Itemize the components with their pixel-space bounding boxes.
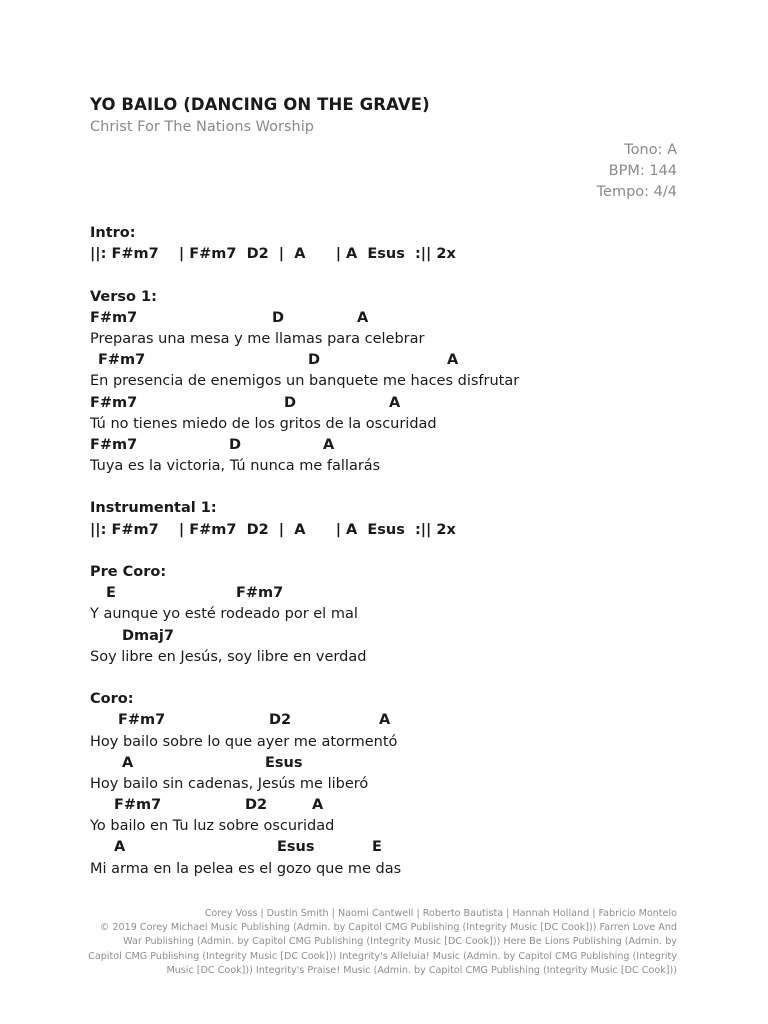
chord: D2 xyxy=(269,712,292,729)
chord: D xyxy=(229,436,242,453)
chord-line xyxy=(90,583,690,604)
chord-line xyxy=(90,710,690,731)
chord-line xyxy=(90,308,690,329)
chord: E xyxy=(106,585,116,602)
lyric-line: Hoy bailo sin cadenas, Jesús me liberó xyxy=(90,775,369,792)
intro-progression: ||: F#m7 | F#m7 D2 | A | A Esus :|| 2x xyxy=(90,246,456,263)
section-label-intro: Intro: xyxy=(90,225,136,241)
chord: Esus xyxy=(265,754,303,771)
song-credits xyxy=(87,907,677,978)
lyric-line: Mi arma en la pelea es el gozo que me das xyxy=(90,860,402,877)
song-bpm: BPM: 144 xyxy=(608,163,677,179)
chord: F#m7 xyxy=(98,352,146,369)
chord-line xyxy=(90,435,690,456)
section-gap xyxy=(90,265,690,286)
lyric-line: Tuya es la victoria, Tú nunca me fallarás xyxy=(90,458,381,475)
section-label-verse1: Verso 1: xyxy=(90,288,157,305)
chord: D xyxy=(284,394,297,411)
chord: A xyxy=(389,394,401,411)
chord-line xyxy=(90,626,690,647)
chord: D2 xyxy=(245,797,268,814)
chord: F#m7 xyxy=(114,797,162,814)
song-title: YO BAILO (DANCING ON THE GRAVE) xyxy=(90,95,430,114)
section-label-instrumental1: Instrumental 1: xyxy=(90,500,217,517)
chord-line xyxy=(90,795,690,816)
chord: F#m7 xyxy=(236,585,284,602)
instrumental1-progression: ||: F#m7 | F#m7 D2 | A | A Esus :|| 2x xyxy=(90,521,456,538)
chord-line xyxy=(90,837,690,858)
lyric-line: Y aunque yo esté rodeado por el mal xyxy=(90,606,358,623)
copyright-notice: © 2019 Corey Michael Music Publishing (Admin. by Capitol CMG Publishing (Integrity Music [DC Cook])) Farren Love And War Publishing (Admin. by Capitol CMG Publishing (Integrity Music [DC Cook])) Here Be Lions Publishing (Admin. by Capitol CMG Publishing (Integrity Music [DC Cook])) Integrity's Alleluia! Music (Admin. by Capitol CMG Publishing (Integrity Music [DC Cook])) Integrity's Praise! Music (Admin. by Capitol CMG Publishing (Integrity Music [DC Cook])) xyxy=(88,922,677,976)
chord: A xyxy=(312,797,324,814)
section-gap xyxy=(90,668,690,689)
chord: A xyxy=(379,712,391,729)
song-sheet xyxy=(90,223,690,880)
chord: F#m7 xyxy=(118,712,166,729)
section-label-precoro: Pre Coro: xyxy=(90,564,167,580)
lyric-line: Tú no tienes miedo de los gritos de la oscuridad xyxy=(90,415,437,432)
chord: A xyxy=(323,436,335,453)
chord: A xyxy=(447,352,459,369)
chord: D xyxy=(272,309,285,326)
chord: Dmaj7 xyxy=(122,627,174,644)
section-label-coro: Coro: xyxy=(90,691,134,708)
chord-line xyxy=(90,753,690,774)
song-key: Tono: A xyxy=(624,142,677,158)
lyric-line: Preparas una mesa y me llamas para celebrar xyxy=(90,330,425,347)
chord: D xyxy=(308,352,321,369)
chord: F#m7 xyxy=(90,436,138,453)
songwriters: Corey Voss | Dustin Smith | Naomi Cantwell | Roberto Bautista | Hannah Holland | Fabricio Montelo xyxy=(204,908,677,919)
chord: A xyxy=(122,754,134,771)
chord: A xyxy=(114,839,126,856)
lyric-line: Soy libre en Jesús, soy libre en verdad xyxy=(90,648,367,665)
lyric-line: Hoy bailo sobre lo que ayer me atormentó xyxy=(90,733,398,750)
chord: Esus xyxy=(277,839,315,856)
song-tempo: Tempo: 4/4 xyxy=(596,184,677,200)
section-gap xyxy=(90,477,690,498)
section-gap xyxy=(90,541,690,562)
chord-line xyxy=(90,393,690,414)
chord: A xyxy=(357,309,369,326)
lyric-line: En presencia de enemigos un banquete me haces disfrutar xyxy=(90,373,520,390)
chord-line xyxy=(90,350,690,371)
chord: F#m7 xyxy=(90,309,138,326)
song-meta xyxy=(597,140,677,203)
chord: F#m7 xyxy=(90,394,138,411)
song-artist: Christ For The Nations Worship xyxy=(90,119,314,135)
lyric-line: Yo bailo en Tu luz sobre oscuridad xyxy=(90,818,335,835)
chord: E xyxy=(372,839,382,856)
